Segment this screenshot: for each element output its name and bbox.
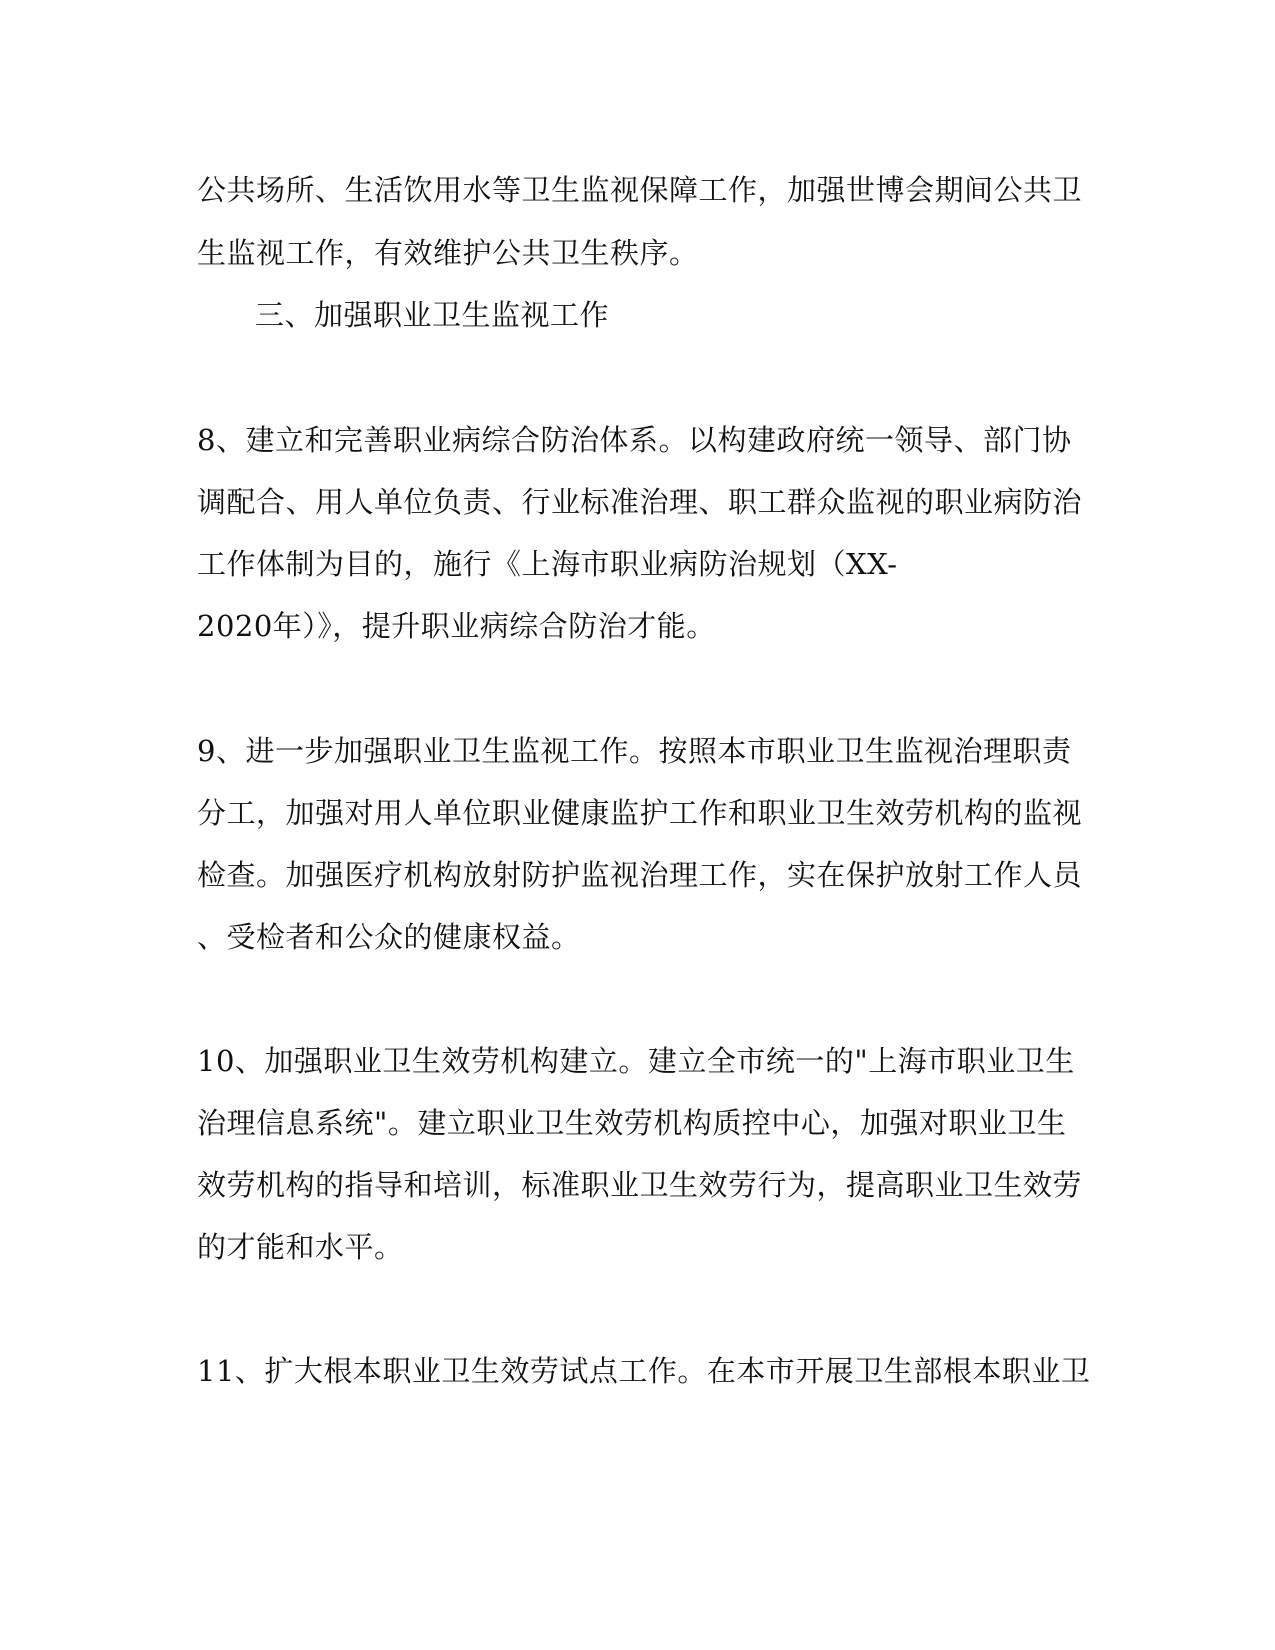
paragraph-9-line-1: 9、进一步加强职业卫生监视工作。按照本市职业卫生监视治理职责 bbox=[197, 734, 1072, 768]
paragraph-7-line-2: 生监视工作，有效维护公共卫生秩序。 bbox=[197, 236, 699, 270]
paragraph-10-line-4: 的才能和水平。 bbox=[197, 1230, 404, 1264]
paragraph-9-line-3: 检查。加强医疗机构放射防护监视治理工作，实在保护放射工作人员 bbox=[197, 858, 1083, 892]
paragraph-9-line-4: 、受检者和公众的健康权益。 bbox=[197, 920, 581, 954]
paragraph-9-line-2: 分工，加强对用人单位职业健康监护工作和职业卫生效劳机构的监视 bbox=[197, 796, 1083, 830]
paragraph-10-line-3: 效劳机构的指导和培训，标准职业卫生效劳行为，提高职业卫生效劳 bbox=[197, 1168, 1083, 1202]
paragraph-10-line-2: 治理信息系统"。建立职业卫生效劳机构质控中心，加强对职业卫生 bbox=[197, 1106, 1067, 1140]
paragraph-8-line-2: 调配合、用人单位负责、行业标准治理、职工群众监视的职业病防治 bbox=[197, 485, 1083, 519]
paragraph-8-line-1: 8、建立和完善职业病综合防治体系。以构建政府统一领导、部门协 bbox=[197, 423, 1072, 457]
paragraph-10-line-1: 10、加强职业卫生效劳机构建立。建立全市统一的"上海市职业卫生 bbox=[197, 1044, 1075, 1078]
paragraph-11-line-1: 11、扩大根本职业卫生效劳试点工作。在本市开展卫生部根本职业卫 bbox=[197, 1354, 1091, 1388]
section-heading-3: 三、加强职业卫生监视工作 bbox=[255, 298, 610, 332]
paragraph-8-line-3: 工作体制为目的，施行《上海市职业病防治规划（XX- bbox=[197, 547, 898, 581]
paragraph-8-line-4: 2020年）》，提升职业病综合防治才能。 bbox=[197, 609, 716, 643]
paragraph-7-line-1: 公共场所、生活饮用水等卫生监视保障工作，加强世博会期间公共卫 bbox=[197, 173, 1083, 207]
